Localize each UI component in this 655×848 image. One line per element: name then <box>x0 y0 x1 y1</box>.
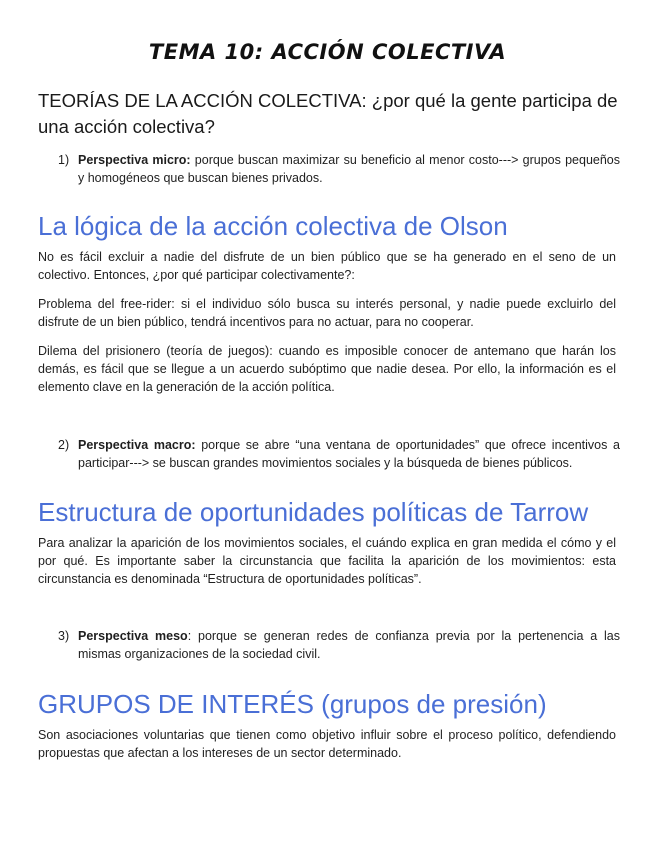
item-text: porque buscan maximizar su beneficio al menor costo---> grupos pequeños y homogéneos que buscan bienes privados. <box>78 153 620 185</box>
subtitle-question: TEORÍAS DE LA ACCIÓN COLECTIVA: ¿por qué la gente participa de una acción colectiva? <box>38 90 618 137</box>
list-number: 1) <box>58 153 70 167</box>
paragraph-grupos-interes: Son asociaciones voluntarias que tienen como objetivo influir sobre el proceso político, defendiendo propuestas que afectan a los intereses de un sector determinado. <box>38 728 616 760</box>
item-label: Perspectiva micro: <box>78 153 191 167</box>
item-label: Perspectiva macro: <box>78 438 196 452</box>
paragraph-tarrow: Para analizar la aparición de los movimientos sociales, el cuándo explica en gran medida el cómo y el por qué. Es importante saber la circunstancia que facilita la aparición de los movimientos: esta circunstancia es denominada “Estructura de oportunidades políticas”. <box>38 536 616 586</box>
list-item-micro <box>58 151 620 187</box>
paragraph-prisoner-dilemma: Dilema del prisionero (teoría de juegos): cuando es imposible conocer de antemano que harán los demás, es fácil que se llegue a un acuerdo subóptimo que nadie desea. Por ello, la información es el elemento clave en la generación de la acción política. <box>38 344 616 394</box>
heading-olson: La lógica de la acción colectiva de Olson <box>38 211 508 241</box>
heading-tarrow: Estructura de oportunidades políticas de Tarrow <box>38 497 589 527</box>
paragraph-olson-intro: No es fácil excluir a nadie del disfrute de un bien público que se ha generado en el seno de un colectivo. Entonces, ¿por qué participar colectivamente?: <box>38 250 616 282</box>
list-item-macro <box>58 436 620 472</box>
item-text: : porque se generan redes de confianza previa por la pertenencia a las mismas organizaciones de la sociedad civil. <box>78 629 620 661</box>
list-number: 2) <box>58 438 70 452</box>
paragraph-free-rider: Problema del free-rider: si el individuo sólo busca su interés personal, y nadie puede excluirlo del disfrute de un bien público, tendrá incentivos para no actuar, para no cooperar. <box>38 297 616 329</box>
list-item-meso <box>58 627 620 663</box>
item-label: Perspectiva meso <box>78 629 188 643</box>
list-number: 3) <box>58 629 70 643</box>
item-text: porque se abre “una ventana de oportunidades” que ofrece incentivos a participar---> se buscan grandes movimientos sociales y la búsqueda de bienes públicos. <box>78 438 620 470</box>
page-title: TEMA 10: ACCIÓN COLECTIVA <box>148 40 507 64</box>
heading-grupos-interes: GRUPOS DE INTERÉS (grupos de presión) <box>38 689 547 719</box>
